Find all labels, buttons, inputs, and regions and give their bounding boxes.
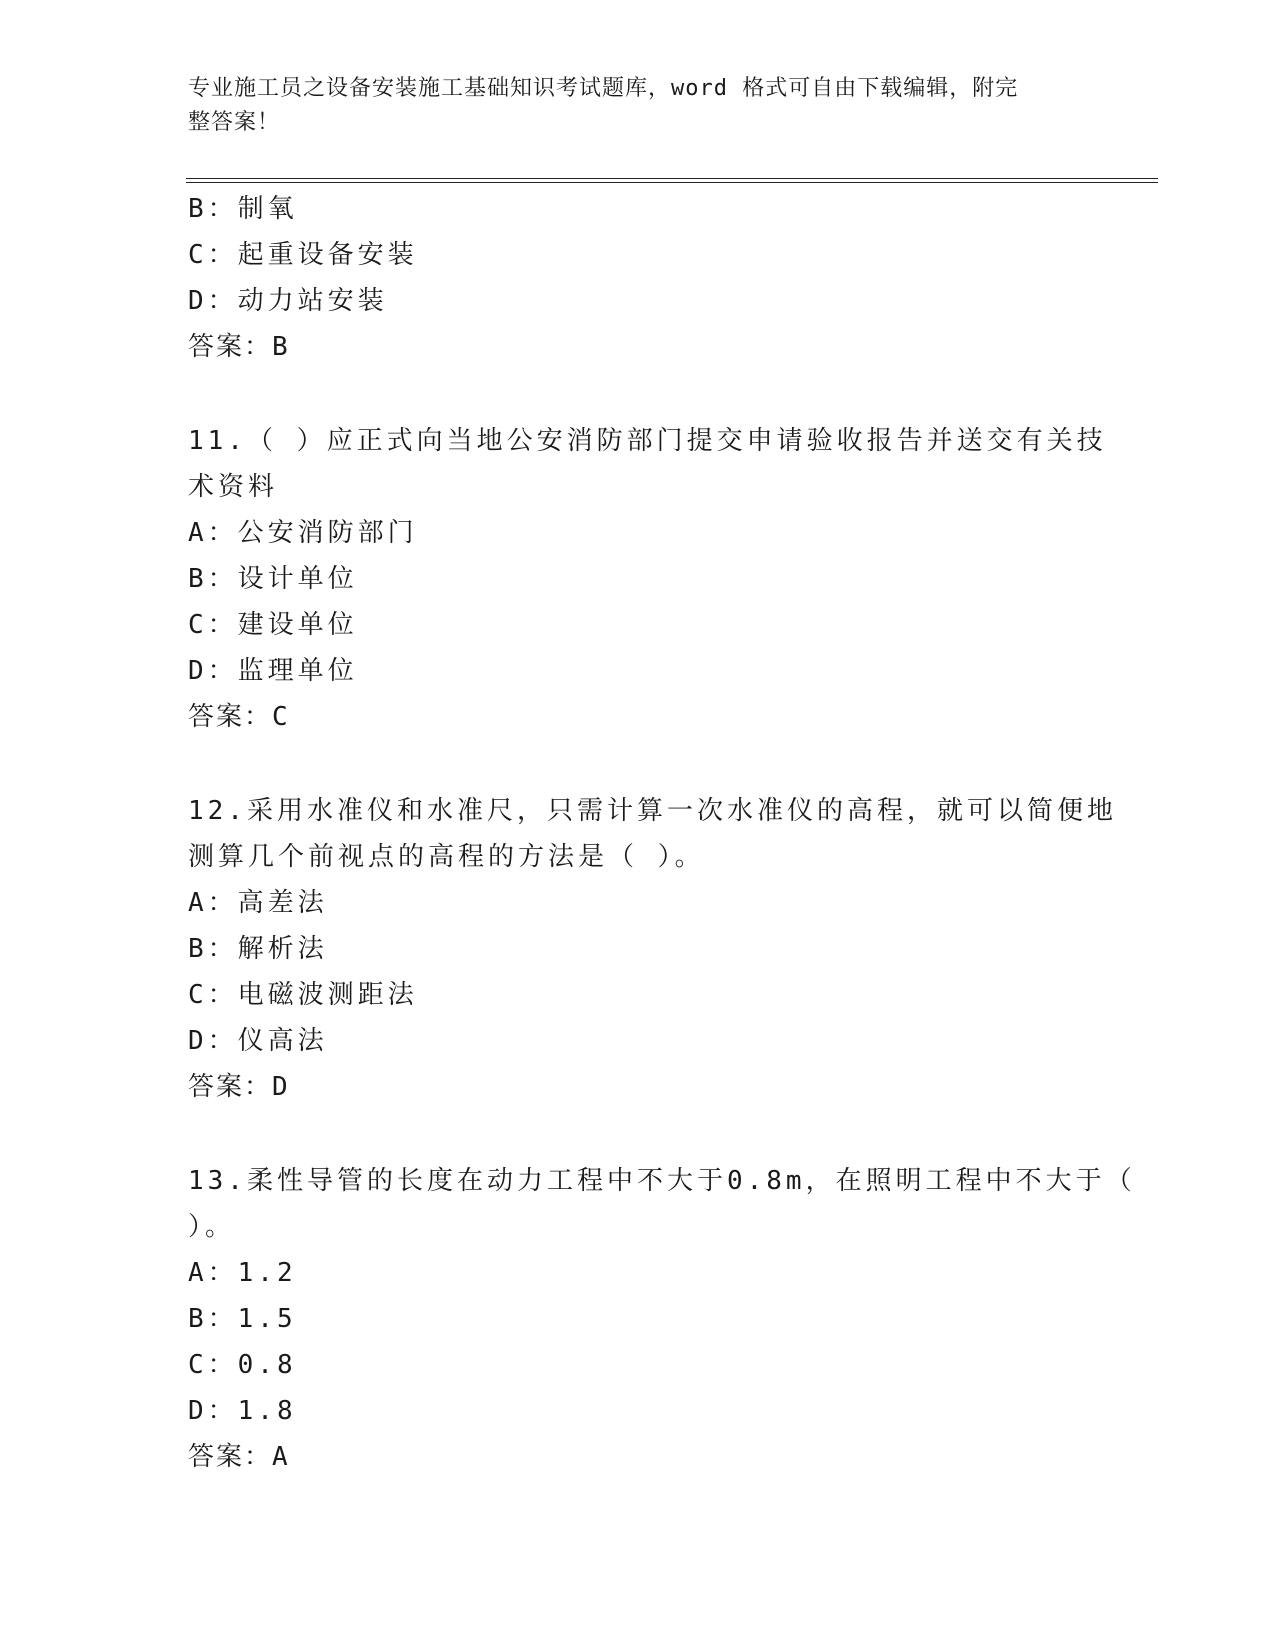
option-letter: B：	[188, 1304, 238, 1334]
option-a	[188, 1250, 1088, 1296]
option-a	[188, 510, 1088, 556]
option-letter: C：	[188, 240, 238, 270]
spacer	[188, 1110, 1088, 1158]
option-text: 1.5	[237, 1304, 297, 1334]
document-header	[188, 72, 1088, 140]
option-text: 高差法	[237, 888, 328, 918]
answer-value: D	[272, 1072, 290, 1102]
option-letter: D：	[188, 1026, 238, 1056]
question-text-line-2: 术资料	[188, 472, 279, 502]
header-line-2: 整答案！	[188, 110, 281, 135]
option-text: 监理单位	[237, 656, 358, 686]
partial-question	[188, 186, 1088, 370]
option-b	[188, 556, 1088, 602]
option-letter: A：	[188, 518, 238, 548]
option-text: 电磁波测距法	[237, 980, 418, 1010]
option-c	[188, 1342, 1088, 1388]
option-d	[188, 1018, 1088, 1064]
option-letter: C：	[188, 1350, 238, 1380]
option-letter: B：	[188, 564, 238, 594]
answer-label: 答案：	[188, 1442, 273, 1472]
option-letter: D：	[188, 286, 238, 316]
option-letter: A：	[188, 888, 238, 918]
option-text: 起重设备安装	[237, 240, 418, 270]
option-text: 建设单位	[237, 610, 358, 640]
question-11	[188, 418, 1107, 740]
option-c	[188, 232, 1088, 278]
option-text: 制氧	[237, 194, 298, 224]
answer-line	[188, 324, 1088, 370]
option-b	[188, 926, 1088, 972]
option-letter: D：	[188, 1396, 238, 1426]
header-line-1: 专业施工员之设备安装施工基础知识考试题库，word 格式可自由下载编辑，附完	[188, 76, 1019, 101]
option-d	[188, 278, 1088, 324]
option-letter: B：	[188, 194, 238, 224]
answer-label: 答案：	[188, 332, 273, 362]
option-text: 动力站安装	[237, 286, 388, 316]
question-text-line-1: 11.（ ）应正式向当地公安消防部门提交申请验收报告并送交有关技	[188, 426, 1107, 456]
option-letter: C：	[188, 610, 238, 640]
question-text-line-2: ）。	[188, 1212, 236, 1242]
answer-line	[188, 694, 1088, 740]
option-letter: B：	[188, 934, 238, 964]
answer-value: A	[272, 1442, 290, 1472]
question-text-line-1: 12.采用水准仪和水准尺，只需计算一次水准仪的高程，就可以简便地	[188, 796, 1117, 826]
option-text: 1.8	[237, 1396, 297, 1426]
spacer	[188, 370, 1088, 418]
answer-label: 答案：	[188, 702, 273, 732]
header-divider	[186, 178, 1158, 183]
answer-value: C	[272, 702, 290, 732]
option-d	[188, 648, 1088, 694]
question-text-line-1: 13.柔性导管的长度在动力工程中不大于0.8m，在照明工程中不大于（	[188, 1166, 1136, 1196]
option-c	[188, 972, 1088, 1018]
spacer	[188, 740, 1088, 788]
answer-value: B	[272, 332, 290, 362]
question-text-line-2: 测算几个前视点的高程的方法是（ ）。	[188, 842, 705, 872]
option-b	[188, 1296, 1088, 1342]
option-d	[188, 1388, 1088, 1434]
question-12	[188, 788, 1117, 1110]
option-letter: A：	[188, 1258, 238, 1288]
option-text: 解析法	[237, 934, 328, 964]
option-letter: D：	[188, 656, 238, 686]
answer-label: 答案：	[188, 1072, 273, 1102]
option-a	[188, 880, 1088, 926]
question-13	[188, 1158, 1136, 1480]
answer-line	[188, 1434, 1088, 1480]
answer-line	[188, 1064, 1088, 1110]
option-text: 1.2	[237, 1258, 297, 1288]
option-text: 公安消防部门	[237, 518, 418, 548]
option-letter: C：	[188, 980, 238, 1010]
option-text: 0.8	[237, 1350, 297, 1380]
option-text: 设计单位	[237, 564, 358, 594]
option-text: 仪高法	[237, 1026, 328, 1056]
question-list	[188, 186, 1136, 1480]
option-b	[188, 186, 1088, 232]
option-c	[188, 602, 1088, 648]
